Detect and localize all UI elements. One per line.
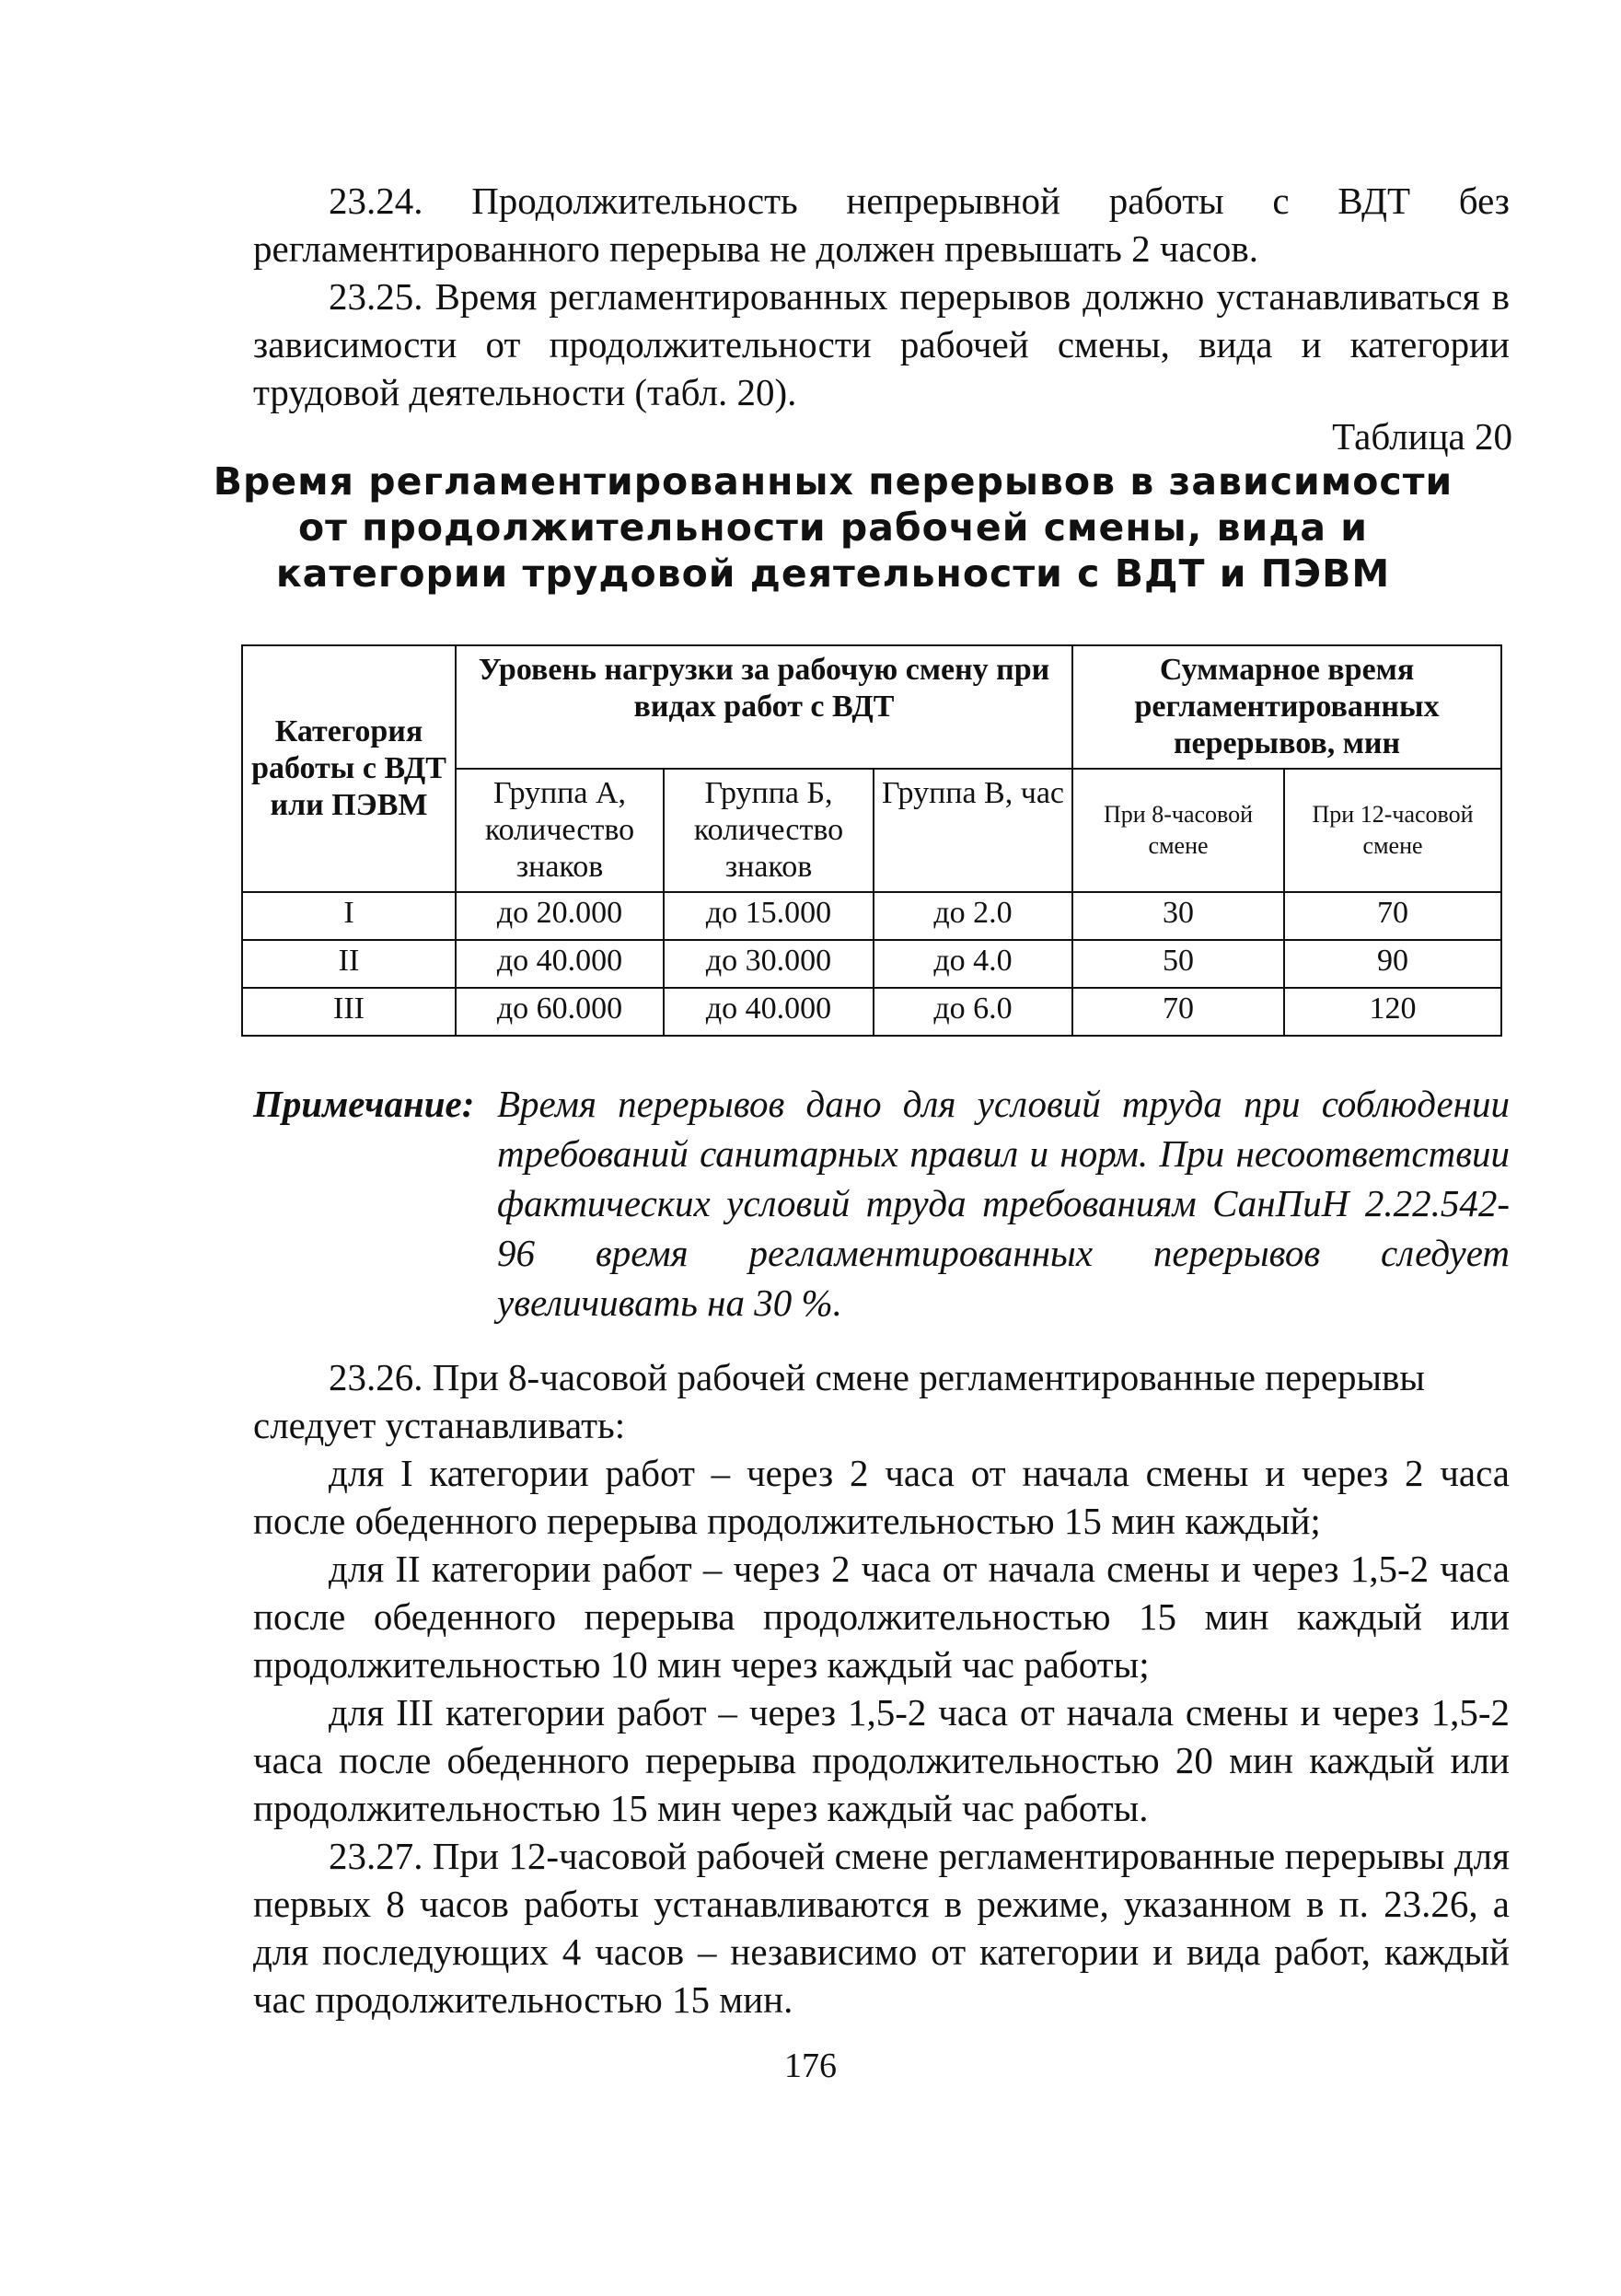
table-title-line: Время регламентированных перерывов в зависимости — [213, 459, 1453, 504]
cell-12-hour: 90 — [1284, 940, 1501, 988]
cell-group-b: до 40.000 — [664, 988, 874, 1036]
cell-12-hour: 70 — [1284, 892, 1501, 940]
cell-category: I — [242, 892, 456, 940]
header-12-hour-shift: При 12-часовой смене — [1284, 769, 1501, 892]
cell-group-a: до 20.000 — [456, 892, 664, 940]
cell-category: III — [242, 988, 456, 1036]
cell-12-hour: 120 — [1284, 988, 1501, 1036]
table-note — [253, 1079, 1510, 1328]
header-total-break-time: Суммарное время регламентированных перерывов, мин — [1072, 645, 1501, 769]
table-row — [242, 988, 1501, 1036]
paragraph-category-1: для I категории работ – через 2 часа от начала смены и через 2 часа после обеденного перерыва продолжительностью 15 мин каждый; — [253, 1452, 1510, 1542]
cell-8-hour: 70 — [1072, 988, 1284, 1036]
cell-group-a: до 40.000 — [456, 940, 664, 988]
header-group-a: Группа А, количество знаков — [456, 769, 664, 892]
table-label: Таблица 20 — [1332, 415, 1512, 458]
cell-group-a: до 60.000 — [456, 988, 664, 1036]
table-row — [242, 892, 1501, 940]
header-8-hour-shift: При 8-часовой смене — [1072, 769, 1284, 892]
paragraph-23-26-continued: следует устанавливать: — [253, 1404, 626, 1446]
note-text: Время перерывов дано для условий труда при соблюдении требований санитарных правил и норм. При несоответствии фактических условий труда требованиям СанПиН 2.22.542-96 время регламентированных перерывов следует увеличивать на 30 %. — [497, 1083, 1510, 1324]
header-group-b: Группа Б, количество знаков — [664, 769, 874, 892]
breaks-table — [241, 644, 1502, 1037]
intro-paragraphs — [253, 177, 1510, 416]
cell-8-hour: 30 — [1072, 892, 1284, 940]
paragraph-23-24: 23.24. Продолжительность непрерывной работы с ВДТ без регламентированного перерыва не должен превышать 2 часов. — [253, 180, 1510, 270]
paragraph-23-25: 23.25. Время регламентированных перерывов должно устанавливаться в зависимости от продолжительности рабочей смены, вида и категории трудовой деятельности (табл. 20). — [253, 275, 1510, 413]
table-title-line: категории трудовой деятельности с ВДТ и ПЭВМ — [275, 551, 1391, 596]
table-title — [166, 458, 1500, 597]
cell-category: II — [242, 940, 456, 988]
cell-group-b: до 15.000 — [664, 892, 874, 940]
header-group-v: Группа В, час — [874, 769, 1072, 892]
paragraph-23-26: 23.26. При 8-часовой рабочей смене регламентированные перерывы — [329, 1356, 1425, 1398]
table-row — [242, 940, 1501, 988]
body-paragraphs — [253, 1353, 1510, 2023]
header-category: Категория работы с ВДТ или ПЭВМ — [242, 645, 456, 892]
cell-group-b: до 30.000 — [664, 940, 874, 988]
cell-group-v: до 2.0 — [874, 892, 1072, 940]
note-label: Примечание: — [253, 1083, 475, 1125]
page-number: 176 — [784, 2047, 837, 2085]
header-load-level: Уровень нагрузки за рабочую смену при видах работ с ВДТ — [456, 645, 1072, 769]
paragraph-category-3: для III категории работ – через 1,5-2 часа от начала смены и через 1,5-2 часа после обеденного перерыва продолжительностью 20 мин каждый или продолжительностью 15 мин через каждый час работы. — [253, 1691, 1510, 1829]
paragraph-23-27: 23.27. При 12-часовой рабочей смене регламентированные перерывы для первых 8 часов работы устанавливаются в режиме, указанном в п. 23.26, а для последующих 4 часов – независимо от категории и вида работ, каждый час продолжительностью 15 мин. — [253, 1835, 1510, 2021]
table-title-line: от продолжительности рабочей смены, вида и — [297, 505, 1369, 550]
cell-group-v: до 6.0 — [874, 988, 1072, 1036]
paragraph-category-2: для II категории работ – через 2 часа от начала смены и через 1,5-2 часа после обеденного перерыва продолжительностью 15 мин каждый или продолжительностью 10 мин через каждый час работы; — [253, 1548, 1510, 1686]
cell-group-v: до 4.0 — [874, 940, 1072, 988]
cell-8-hour: 50 — [1072, 940, 1284, 988]
